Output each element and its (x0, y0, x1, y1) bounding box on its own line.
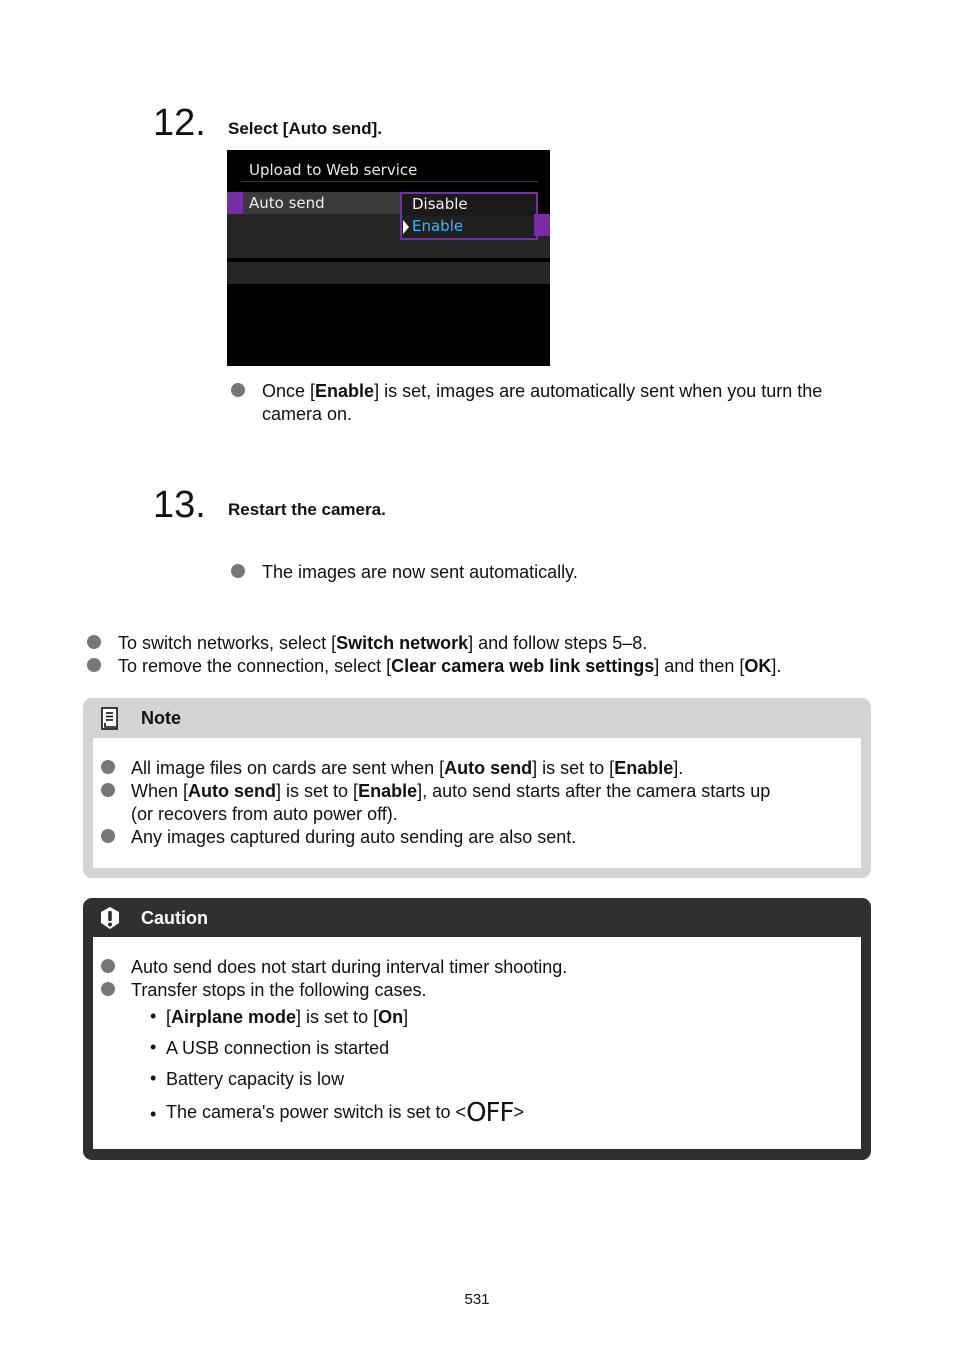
text: (or recovers from auto power off). (131, 804, 398, 824)
text: ] is set, images are automatically sent when you turn the (374, 381, 823, 401)
bullet-icon (101, 982, 115, 996)
text: To switch networks, select [ (118, 633, 337, 653)
text: ] and follow steps 5–8. (468, 633, 648, 653)
step-12-title: Select [Auto send]. (228, 119, 382, 138)
text: > (513, 1102, 524, 1122)
caution-bullet-1: Auto send does not start during interval timer shooting. (131, 957, 568, 977)
screen-divider (241, 181, 538, 182)
note-title: Note (141, 708, 181, 728)
note-bullet-3: Any images captured during auto sending are also sent. (131, 827, 577, 847)
note-icon (100, 707, 120, 731)
bullet-icon (87, 635, 101, 649)
text: ] and then [ (654, 656, 745, 676)
text: To remove the connection, select [ (118, 656, 392, 676)
bullet-icon (231, 564, 245, 578)
text: All image files on cards are sent when [ (131, 758, 445, 778)
text: [ (166, 1007, 172, 1027)
bold-text: On (378, 1007, 404, 1027)
menu-row-4 (227, 262, 550, 284)
caution-bullet-2: Transfer stops in the following cases. (131, 980, 427, 1000)
text: ] (403, 1007, 409, 1027)
bold-text: Auto send (444, 758, 533, 778)
bullet-icon (87, 658, 101, 672)
caution-box (83, 898, 871, 1160)
caution-sub-4 (166, 1098, 524, 1128)
step-13-bullet: The images are now sent automatically. (262, 562, 578, 582)
clear-settings-bullet (118, 655, 781, 678)
text: ] is set to [ (276, 781, 359, 801)
screen-header: Upload to Web service (249, 161, 418, 179)
switch-network-bullet (118, 632, 647, 655)
text: ], auto send starts after the camera starts up (417, 781, 771, 801)
text: Once [ (262, 381, 316, 401)
sub-bullet-dot: • (150, 1068, 157, 1088)
text: When [ (131, 781, 189, 801)
note-bullet-1 (131, 757, 683, 780)
option-enable-row (402, 216, 536, 238)
bold-text: Enable (315, 381, 375, 401)
off-icon: OFF (466, 1098, 514, 1128)
auto-send-row (243, 192, 400, 214)
caution-title: Caution (141, 908, 208, 928)
auto-send-dropdown (400, 192, 538, 240)
bullet-icon (101, 760, 115, 774)
sub-bullet-dot: • (150, 1006, 157, 1026)
bullet-icon (101, 829, 115, 843)
caret-icon (403, 220, 409, 234)
bold-text: Auto send (188, 781, 277, 801)
option-disable: Disable (412, 195, 468, 213)
note-bullet-2 (131, 780, 851, 826)
bold-text: Enable (358, 781, 418, 801)
caution-sub-1 (166, 1006, 408, 1029)
sub-bullet-dot: • (150, 1104, 157, 1124)
menu-row-2 (227, 214, 400, 236)
bullet-icon (101, 783, 115, 797)
note-content (93, 738, 861, 868)
step-12-bullet (262, 380, 882, 426)
sub-bullet-dot: • (150, 1037, 157, 1057)
camera-menu-screenshot (227, 150, 550, 366)
text: ]. (771, 656, 782, 676)
page-number: 531 (464, 1291, 490, 1308)
bold-text: Enable (614, 758, 674, 778)
selection-marker-right (534, 214, 550, 236)
text: ] is set to [ (532, 758, 615, 778)
text: camera on. (262, 404, 353, 424)
bold-text: OK (744, 656, 772, 676)
bullet-icon (101, 959, 115, 973)
auto-send-label: Auto send (249, 194, 325, 212)
bullet-icon (231, 383, 245, 397)
selection-marker-left (227, 192, 243, 214)
text: The camera's power switch is set to < (166, 1102, 467, 1122)
text: ]. (673, 758, 684, 778)
option-enable: Enable (412, 217, 464, 235)
step-13-number: 13. (153, 484, 206, 526)
text: ] is set to [ (296, 1007, 379, 1027)
step-13-title: Restart the camera. (228, 500, 386, 519)
note-box (83, 698, 871, 878)
caution-sub-3: Battery capacity is low (166, 1069, 345, 1089)
caution-content (93, 937, 861, 1149)
step-12-number: 12. (153, 102, 206, 144)
warning-icon (98, 906, 122, 930)
caution-sub-2: A USB connection is started (166, 1038, 390, 1058)
bold-text: Airplane mode (171, 1007, 297, 1027)
bold-text: Switch network (336, 633, 469, 653)
bold-text: Clear camera web link settings (391, 656, 655, 676)
